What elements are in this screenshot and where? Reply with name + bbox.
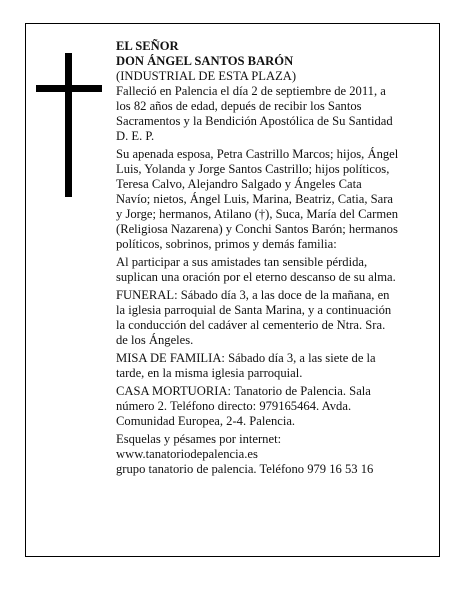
request-line: Al participar a sus amistades tan sensible pérdida, <box>116 255 368 269</box>
death-line: los 82 años de edad, depués de recibir los Santos <box>116 99 362 113</box>
funeral-line: la iglesia parroquial de Santa Marina, y a continuación <box>116 303 392 317</box>
death-line: Falleció en Palencia el día 2 de septiembre de 2011, a <box>116 84 386 98</box>
request-paragraph <box>116 255 416 285</box>
death-line: Sacramentos y la Bendición Apostólica de Su Santidad <box>116 114 393 128</box>
heading-name: DON ÁNGEL SANTOS BARÓN <box>116 54 294 68</box>
heading-title: (INDUSTRIAL DE ESTA PLAZA) <box>116 69 297 83</box>
casa-line: número 2. Teléfono directo: 979165464. Avda. <box>116 399 352 413</box>
heading-senor: EL SEÑOR <box>116 39 179 53</box>
family-line: (Religiosa Nazarena) y Conchi Santos Barón; hermanos <box>116 222 398 236</box>
family-line: Luis, Yolanda y Jorge Santos Castrillo; hijos políticos, <box>116 162 390 176</box>
contact-line: grupo tanatorio de palencia. Teléfono 979 16 53 16 <box>116 462 374 476</box>
family-line: y Jorge; hermanos, Atilano (†), Suca, María del Carmen <box>116 207 399 221</box>
family-line: Teresa Calvo, Alejandro Salgado y Ángeles Cata <box>116 177 362 191</box>
misa-paragraph <box>116 351 416 381</box>
cross-horizontal-bar <box>36 85 102 92</box>
internet-paragraph <box>116 432 416 477</box>
casa-line: CASA MORTUORIA: Tanatorio de Palencia. Sala <box>116 384 371 398</box>
internet-line: Esquelas y pésames por internet: <box>116 432 282 446</box>
request-line: suplican una oración por el eterno descanso de su alma. <box>116 270 396 284</box>
casa-mortuoria-paragraph <box>116 384 416 429</box>
family-line: políticos, sobrinos, primos y demás familia: <box>116 237 337 251</box>
family-line: Su apenada esposa, Petra Castrillo Marcos; hijos, Ángel <box>116 147 399 161</box>
family-paragraph <box>116 147 416 252</box>
funeral-line: de los Ángeles. <box>116 333 194 347</box>
funeral-paragraph <box>116 288 416 348</box>
death-line: D. E. P. <box>116 129 155 143</box>
notice-text <box>116 39 416 480</box>
cross-icon <box>36 53 102 197</box>
misa-line: tarde, en la misma iglesia parroquial. <box>116 366 303 380</box>
casa-line: Comunidad Europea, 2-4. Palencia. <box>116 414 296 428</box>
misa-line: MISA DE FAMILIA: Sábado día 3, a las siete de la <box>116 351 376 365</box>
death-paragraph <box>116 84 416 144</box>
cross-vertical-bar <box>65 53 72 197</box>
funeral-line: la conducción del cadáver al cementerio de Ntra. Sra. <box>116 318 386 332</box>
website-link: www.tanatoriodepalencia.es <box>116 447 258 461</box>
family-line: Navío; nietos, Ángel Luis, Marina, Beatriz, Catia, Sara <box>116 192 393 206</box>
funeral-line: FUNERAL: Sábado día 3, a las doce de la mañana, en <box>116 288 390 302</box>
